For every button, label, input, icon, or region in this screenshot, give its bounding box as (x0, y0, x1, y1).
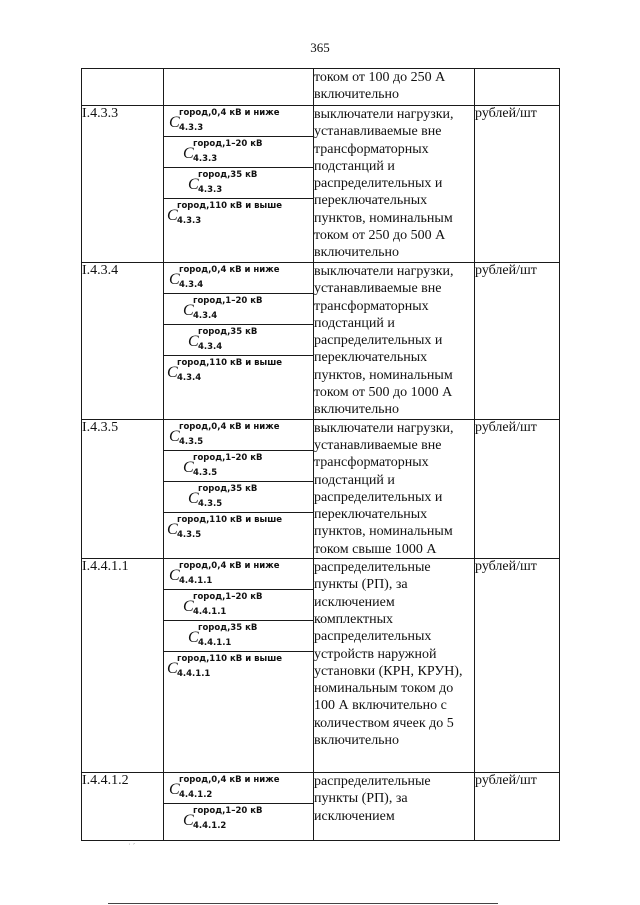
symbol-subscript: 4.3.5 (198, 498, 223, 509)
symbol-subscript: 4.3.3 (177, 216, 202, 226)
table-row (82, 106, 560, 263)
symbol-subscript: 4.4.1.1 (198, 638, 232, 649)
table-row (82, 419, 560, 558)
rate-symbol (164, 420, 313, 451)
symbol-superscript: город,35 кВ (198, 327, 258, 337)
description-cell: выключатели нагрузки, устанавливаемые вне трансформаторных подстанций и распределительных и переключательных пунктов, номинальным током от 250 до 500 А включительно (314, 106, 475, 263)
symbol-cell (164, 773, 314, 841)
symbol-subscript: 4.3.4 (179, 280, 204, 290)
rate-symbol (164, 621, 313, 652)
description-cell: выключатели нагрузки, устанавливаемые вне трансформаторных подстанций и распределительных и переключательных пунктов, номинальным током свыше 1000 А (314, 419, 475, 558)
code-cell: I.4.3.5 (82, 419, 164, 558)
symbol-superscript: город,0,4 кВ и ниже (179, 265, 280, 275)
rate-symbol (164, 513, 313, 543)
symbol-subscript: 4.3.4 (193, 311, 218, 321)
symbol-subscript: 4.3.5 (179, 436, 204, 447)
rate-symbol (164, 325, 313, 356)
symbol-superscript: город,35 кВ (198, 623, 258, 634)
symbol-cell (164, 106, 314, 263)
unit-cell: рублей/шт (475, 773, 560, 841)
symbol-subscript: 4.3.3 (193, 154, 218, 164)
symbol-superscript: город,35 кВ (198, 483, 258, 494)
symbol-letter: C (167, 520, 178, 538)
symbol-superscript: город,0,4 кВ и ниже (179, 561, 280, 572)
symbol-cell (164, 559, 314, 773)
rate-symbol (164, 356, 313, 386)
rate-symbol (164, 294, 313, 325)
symbol-letter: C (183, 812, 194, 830)
table-row (82, 773, 560, 841)
symbol-letter: C (188, 176, 199, 193)
symbol-superscript: город,1–20 кВ (193, 452, 263, 463)
symbol-superscript: город,0,4 кВ и ниже (179, 421, 280, 432)
rate-symbol (164, 652, 313, 682)
symbol-letter: C (188, 629, 199, 647)
table-row (82, 263, 560, 420)
symbol-letter: C (169, 114, 180, 131)
code-cell (82, 69, 164, 106)
symbol-letter: C (188, 489, 199, 507)
symbol-superscript: город,110 кВ и выше (177, 358, 282, 368)
symbol-superscript: город,35 кВ (198, 170, 258, 180)
unit-cell: рублей/шт (475, 559, 560, 773)
description-cell: распределительные пункты (РП), за исключением (314, 773, 475, 841)
symbol-letter: C (169, 567, 180, 585)
description-cell: выключатели нагрузки, устанавливаемые вне трансформаторных подстанций и распределительных и переключательных пунктов, номинальным током от 500 до 1000 А включительно (314, 263, 475, 420)
symbol-subscript: 4.3.5 (177, 529, 202, 540)
symbol-superscript: город,0,4 кВ и ниже (179, 775, 280, 786)
scan-specks: ˙ ˊ (128, 842, 136, 851)
symbol-letter: C (183, 458, 194, 476)
symbol-cell (164, 263, 314, 420)
rate-symbol (164, 559, 313, 590)
symbol-letter: C (167, 207, 178, 224)
code-cell: I.4.4.1.1 (82, 559, 164, 773)
unit-cell: рублей/шт (475, 419, 560, 558)
symbol-subscript: 4.4.1.2 (179, 790, 213, 801)
symbol-superscript: город,1–20 кВ (193, 139, 263, 149)
symbol-superscript: город,110 кВ и выше (177, 654, 282, 665)
symbol-letter: C (183, 145, 194, 162)
rate-symbol (164, 137, 313, 168)
symbol-letter: C (169, 427, 180, 445)
code-cell: I.4.4.1.2 (82, 773, 164, 841)
symbol-cell (164, 69, 314, 106)
symbol-cell (164, 419, 314, 558)
page-edge-line (108, 903, 498, 904)
rate-symbol (164, 106, 313, 137)
symbol-subscript: 4.4.1.1 (179, 576, 213, 587)
symbol-superscript: город,1–20 кВ (193, 806, 263, 817)
symbol-subscript: 4.3.5 (193, 467, 218, 478)
symbol-letter: C (167, 364, 178, 381)
symbol-subscript: 4.3.4 (198, 342, 223, 352)
unit-cell: рублей/шт (475, 106, 560, 263)
symbol-subscript: 4.3.4 (177, 373, 202, 383)
rate-symbol (164, 804, 313, 834)
code-cell: I.4.3.4 (82, 263, 164, 420)
symbol-superscript: город,1–20 кВ (193, 296, 263, 306)
unit-cell (475, 69, 560, 106)
symbol-superscript: город,110 кВ и выше (177, 201, 282, 211)
symbol-letter: C (167, 660, 178, 678)
rates-table (81, 68, 560, 841)
rate-symbol (164, 263, 313, 294)
description-cell: распределительные пункты (РП), за исключением комплектных распределительных устройств наружной установки (КРН, КРУН), номинальным током до 100 А включительно с количеством ячеек до 5 включительно (314, 559, 475, 773)
table-row-continued (82, 69, 560, 106)
symbol-subscript: 4.4.1.1 (193, 607, 227, 618)
symbol-letter: C (188, 333, 199, 350)
rate-symbol (164, 773, 313, 804)
rate-symbol (164, 451, 313, 482)
symbol-letter: C (169, 781, 180, 799)
unit-cell: рублей/шт (475, 263, 560, 420)
symbol-letter: C (183, 302, 194, 319)
symbol-subscript: 4.3.3 (179, 123, 204, 133)
symbol-subscript: 4.3.3 (198, 185, 223, 195)
symbol-superscript: город,1–20 кВ (193, 592, 263, 603)
symbol-superscript: город,0,4 кВ и ниже (179, 108, 280, 118)
rate-symbol (164, 482, 313, 513)
symbol-subscript: 4.4.1.2 (193, 821, 227, 832)
symbol-superscript: город,110 кВ и выше (177, 514, 282, 525)
rate-symbol (164, 590, 313, 621)
page-number: 365 (310, 40, 330, 55)
description-cell: током от 100 до 250 А включительно (314, 69, 475, 106)
symbol-letter: C (169, 271, 180, 288)
symbol-letter: C (183, 598, 194, 616)
rate-symbol (164, 199, 313, 229)
code-cell: I.4.3.3 (82, 106, 164, 263)
table-row (82, 559, 560, 773)
rate-symbol (164, 168, 313, 199)
symbol-subscript: 4.4.1.1 (177, 669, 211, 680)
